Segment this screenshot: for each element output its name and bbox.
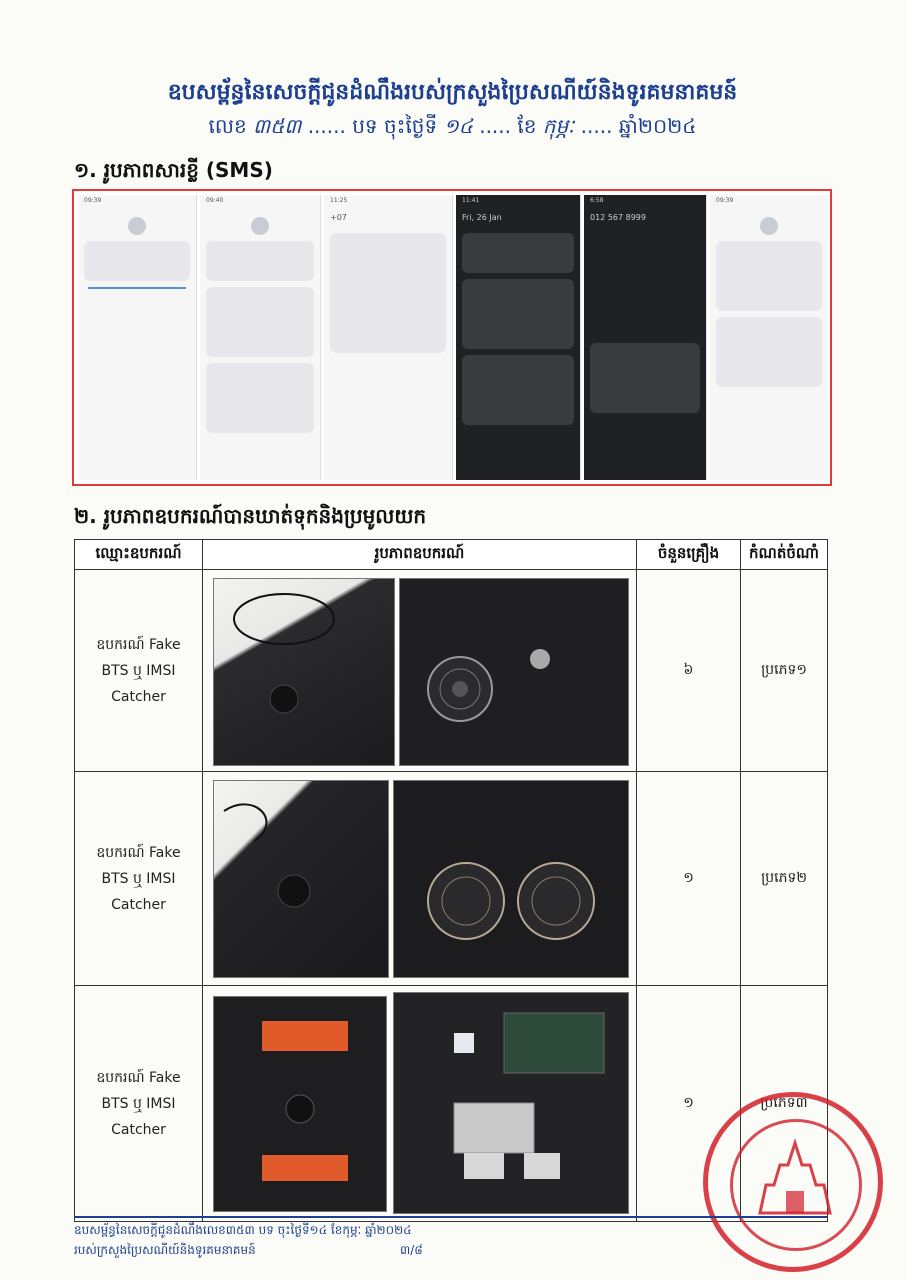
sms-phone-4 <box>456 195 581 480</box>
avatar <box>128 217 146 235</box>
fan-grille-icon <box>394 781 628 977</box>
sms-phone-2 <box>200 195 321 480</box>
sms-screenshots-frame <box>72 189 832 486</box>
avatar <box>251 217 269 235</box>
header-note: កំណត់ចំណាំ <box>741 540 828 570</box>
sms-phone-5 <box>584 195 707 480</box>
device-photos <box>203 772 637 986</box>
device-photo-top <box>213 780 389 978</box>
sms-phone-1 <box>78 195 197 480</box>
contact-number: 012 567 8999 <box>590 213 646 222</box>
fan-grille-icon <box>400 579 628 765</box>
device-quantity: ៦ <box>637 570 741 772</box>
sms-bubble <box>206 363 314 433</box>
sms-bubble <box>716 317 822 387</box>
ref-year: ឆ្នាំ២០២៤ <box>618 114 697 138</box>
table-row <box>75 772 828 986</box>
device-photo-side <box>399 578 629 766</box>
equipment-table <box>74 539 828 1222</box>
device-quantity: ១ <box>637 986 741 1222</box>
ref-number: ៣៥៣ <box>253 114 302 138</box>
header-device-name: ឈ្មោះឧបករណ៍ <box>75 540 203 570</box>
status-time: 6:58 <box>590 197 604 204</box>
ref-month-prefix: ខែ <box>517 114 537 138</box>
sms-phone-6 <box>710 195 828 480</box>
status-time: 09:40 <box>206 197 224 204</box>
avatar <box>760 217 778 235</box>
cable-coil-icon <box>214 781 388 977</box>
device-photos <box>203 570 637 772</box>
device-name: ឧបករណ៍ Fake BTS ឬ IMSI Catcher <box>75 986 203 1222</box>
device-photo-case-closed <box>213 996 387 1212</box>
device-photo-top <box>213 578 395 766</box>
notification-date: Fri, 26 Jan <box>462 213 502 222</box>
device-note: ប្រភេទ២ <box>741 772 828 986</box>
section2-number: ២. <box>74 504 97 528</box>
sms-link <box>88 287 186 289</box>
device-name: ឧបករណ៍ Fake BTS ឬ IMSI Catcher <box>75 772 203 986</box>
section2-title: រូបភាពឧបករណ៍បានឃាត់ទុកនិងប្រមូលយក <box>103 504 427 528</box>
section2-heading <box>74 503 426 533</box>
notification-card <box>462 355 574 425</box>
sms-bubble <box>590 343 700 413</box>
device-quantity: ១ <box>637 772 741 986</box>
sms-bubble <box>84 241 190 281</box>
status-time: 11:25 <box>330 197 348 204</box>
sms-bubble <box>716 241 822 311</box>
cable-coil-icon <box>214 579 394 765</box>
notification-card <box>462 279 574 349</box>
notification-card <box>462 233 574 273</box>
sms-phone-3 <box>324 195 453 480</box>
contact-number: +07 <box>330 213 347 222</box>
device-photo-case-open <box>393 992 629 1214</box>
footer-rule <box>74 1216 827 1218</box>
footer-line2: របស់ក្រសួងប្រៃសណីយ៍និងទូរគមនាគមន៍ <box>74 1243 256 1257</box>
table-header-row <box>75 540 828 570</box>
ref-mid: បទ ចុះថ្ងៃទី <box>352 114 438 138</box>
sms-bubble <box>206 241 314 281</box>
section1-number: ១. <box>74 158 97 182</box>
circuit-board-icon <box>394 993 628 1213</box>
device-photos <box>203 986 637 1222</box>
status-time: 09:39 <box>84 197 102 204</box>
sms-bubble <box>330 233 446 353</box>
status-time: 09:39 <box>716 197 734 204</box>
ref-month: កុម្ភៈ <box>542 114 575 138</box>
section1-title: រូបភាពសារខ្លី (SMS) <box>103 158 273 182</box>
status-time: 11:41 <box>462 197 480 204</box>
device-photo-side <box>393 780 629 978</box>
device-note: ប្រភេទ៣ <box>741 986 828 1222</box>
reference-line: លេខ ៣៥៣ ...... បទ ចុះថ្ងៃទី ១៤ ..... ខែ កុម្ភៈ ..... ឆ្នាំ២០២៤ <box>208 114 697 138</box>
document-title: ឧបសម្ព័ន្ធនៃសេចក្តីជូនដំណឹងរបស់ក្រសួងប្រៃសណីយ៍និងទូរគមនាគមន៍ <box>167 80 738 105</box>
ref-day: ១៤ <box>443 114 473 138</box>
footer-line1: ឧបសម្ព័ន្ធនៃសេចក្តីជូនដំណឹងលេខ៣៥៣ បទ ចុះថ្ងៃទី១៤ ខែកុម្ភៈ ឆ្នាំ២០២៤ <box>74 1223 412 1237</box>
ref-prefix: លេខ <box>208 114 247 138</box>
section1-heading <box>74 157 273 187</box>
official-seal-stamp <box>703 1092 883 1272</box>
table-row <box>75 570 828 772</box>
antenna-knob-icon <box>214 997 386 1211</box>
header-device-photo: រូបភាពឧបករណ៍ <box>203 540 637 570</box>
header-quantity: ចំនួនគ្រឿង <box>637 540 741 570</box>
temple-emblem-icon <box>750 1135 840 1225</box>
sms-bubble <box>206 287 314 357</box>
device-note: ប្រភេទ១ <box>741 570 828 772</box>
page-number: ៣/៨ <box>400 1243 423 1257</box>
device-name: ឧបករណ៍ Fake BTS ឬ IMSI Catcher <box>75 570 203 772</box>
